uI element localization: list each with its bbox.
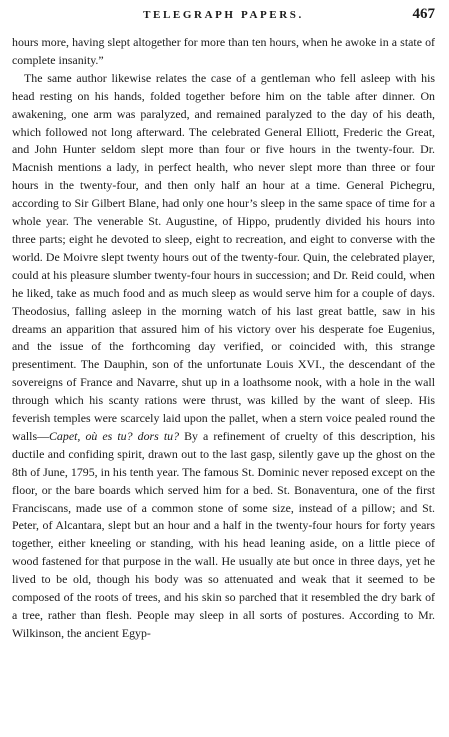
body-text [12, 34, 435, 643]
page-number: 467 [412, 6, 435, 22]
running-head [12, 6, 435, 26]
paragraph-continuation: hours more, having slept altogether for more than ten hours, when he awoke in a state of complete insanity.” [12, 35, 435, 67]
paragraph-text-before-quote: The same author likewise relates the case of a gentleman who fell asleep with his head resting on his hands, folded together before him on the table after dinner. On awakening, one arm was paralyzed, and remained paralyzed to the day of his death, which followed not long afterward. The celebrated General Elliott, Frederic the Great, and John Hunter seldom slept more than four or five hours in the twenty-four. Dr. Macnish mentions a lady, in perfect health, who never slept more than three or four hours in the twenty-four, and then only half an hour at a time. General Pichegru, according to Sir Gilbert Blane, had only one hour’s sleep in the same space of time for a whole year. The venerable St. Augustine, of Hippo, prudently divided his hours into three parts; eight he devoted to sleep, eight to recreation, and eight to converse with the world. De Moivre slept twenty hours out of the twenty-four. Quin, the celebrated player, could at his pleasure slumber twenty-four hours in succession; and Dr. Reid could, when he liked, take as much food and as much sleep as would serve him for a couple of days. Theodosius, falling asleep in the morning watch of his last great battle, saw in his dreams an apparition that assured him of his victory over his desperate foe Eugenius, and the issue of the forthcoming day verified, or coincided with, this strange presentiment. The Dauphin, son of the unfortunate Louis XVI., the descendant of the sovereigns of France and Navarre, shut up in a loathsome nook, with a hole in the wall through which his scanty rations were thrust, was killed by the want of sleep. His feverish temples were scarcely laid upon the pallet, when a stern voice pealed round the walls— [12, 70, 435, 443]
italic-quote: Capet, où es tu? dors tu? [49, 428, 180, 443]
paragraph-sleep-cases [12, 70, 435, 643]
paragraph-text-after-quote: By a refinement of cruelty of this description, his ductile and confiding spirit, drawn out to the last gasp, silently gave up the ghost on the 8th of June, 1795, in his tenth year. The famous St. Dominic never reposed except on the floor, or the bare boards which served him for a bed. St. Bonaventura, one of the first Franciscans, made use of a common stone of some size, instead of a pillow; and St. Peter, of Alcantara, slept but an hour and a half in the twenty-four hours for forty years together, either kneeling or standing, with his head leaning aside, on a little piece of wood fastened for that purpose in the wall. He usually ate but once in three days, yet he lived to be old, though his body was so attenuated and weak that it seemed to be composed of the roots of trees, and his skin so parched that it resembled the dry bark of a tree, rather than flesh. People may sleep in all sorts of postures. According to Mr. Wilkinson, the ancient Egyp- [12, 428, 435, 640]
running-title: TELEGRAPH PAPERS. [143, 9, 304, 21]
